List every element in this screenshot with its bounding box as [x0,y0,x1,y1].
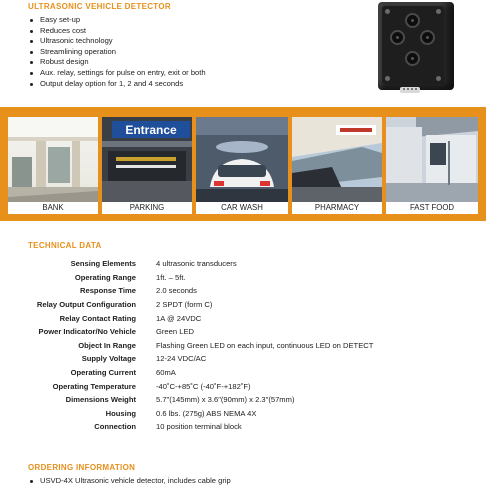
spec-label: Operating Temperature [52,381,136,391]
application-caption: CAR WASH [196,202,288,214]
feature-item: Robust design [28,57,206,68]
entrance-sign-text: Entrance [125,123,177,137]
feature-item: Streamlining operation [28,47,206,58]
spec-label: Housing [105,408,136,418]
spec-value: Green LED [156,327,194,337]
application-caption: BANK [8,202,98,214]
spec-value: 4 ultrasonic transducers [156,259,237,269]
application-caption: FAST FOOD [386,202,478,214]
spec-label: Power Indicator/No Vehicle [38,327,136,337]
spec-label: Dimensions Weight [65,395,136,405]
carwash-scene [196,117,288,202]
bank-scene [8,117,98,202]
spec-value: 1A @ 24VDC [156,313,202,323]
table-row [28,271,373,285]
table-row [28,379,373,393]
fastfood-photo [386,117,478,202]
detector-device-image [378,2,454,90]
spec-value: Flashing Green LED on each input, continuous LED on DETECT [156,340,374,350]
ordering-information-heading: ORDERING INFORMATION [28,463,136,472]
table-row [28,325,373,339]
device-front-panel [382,6,444,84]
spec-value: 12-24 VDC/AC [156,354,207,364]
spec-value: 2.0 seconds [156,286,197,296]
pharmacy-photo [292,117,382,202]
feature-item: Easy set-up [28,15,206,26]
spec-label: Supply Voltage [81,354,136,364]
terminal-connector [400,87,420,93]
spec-value: 0.6 lbs. (275g) ABS NEMA 4X [156,408,257,418]
transducer-icon [390,30,405,45]
spec-label: Relay Contact Rating [59,313,136,323]
bank-photo [8,117,98,202]
spec-label: Operating Current [70,368,136,378]
carwash-photo [196,117,288,202]
application-caption: PHARMACY [292,202,382,214]
transducer-icon [405,13,420,28]
application-caption: PARKING [102,202,192,214]
transducer-icon [405,51,420,66]
spec-label: Response Time [80,286,136,296]
transducer-icon [420,30,435,45]
technical-data-heading: TECHNICAL DATA [28,241,102,250]
spec-value: 1ft. – 5ft. [156,272,186,282]
spec-value: 2 SPDT (form C) [156,300,213,310]
screw-icon [436,76,441,81]
screw-icon [436,9,441,14]
table-row [28,339,373,353]
feature-item: Ultrasonic technology [28,36,206,47]
screw-icon [385,76,390,81]
table-row [28,407,373,421]
ordering-list [28,476,231,486]
table-row [28,311,373,325]
table-row [28,420,373,434]
pharmacy-scene [292,117,382,202]
screw-icon [385,9,390,14]
parking-photo [102,117,192,202]
table-row [28,257,373,271]
spec-value: -40˚C-+85˚C (-40˚F-+182˚F) [156,381,251,391]
feature-item: Reduces cost [28,26,206,37]
spec-value: 10 position terminal block [156,422,242,432]
feature-item: Output delay option for 1, 2 and 4 seconds [28,79,206,90]
spec-value: 60mA [156,368,176,378]
spec-label: Sensing Elements [70,259,136,269]
table-row [28,284,373,298]
product-title: ULTRASONIC VEHICLE DETECTOR [28,2,171,11]
table-row [28,366,373,380]
feature-list [28,15,206,89]
fastfood-scene [386,117,478,202]
spec-label: Connection [94,422,136,432]
feature-item: Aux. relay, settings for pulse on entry, exit or both [28,68,206,79]
parking-scene [102,117,192,202]
spec-value: 5.7"(145mm) x 3.6"(90mm) x 2.3"(57mm) [156,395,295,405]
technical-data-table [28,257,373,434]
spec-label: Object In Range [78,340,136,350]
table-row [28,352,373,366]
applications-band [0,107,486,221]
spec-label: Operating Range [74,272,136,282]
table-row [28,393,373,407]
table-row [28,298,373,312]
list-item: USVD-4X Ultrasonic vehicle detector, includes cable grip [28,476,231,486]
spec-label: Relay Output Configuration [36,300,136,310]
